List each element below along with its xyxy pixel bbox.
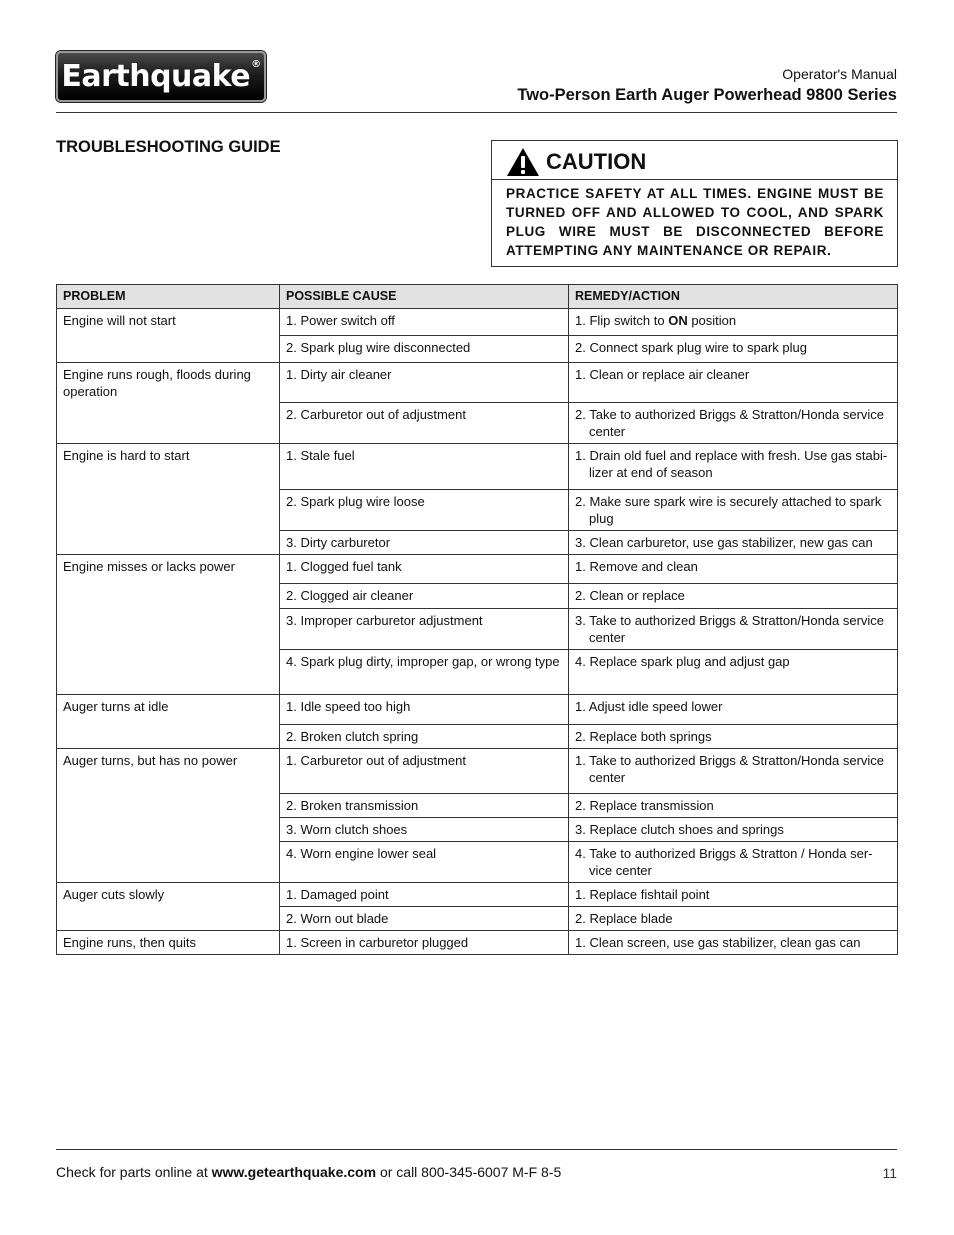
remedy-text [575,406,891,440]
footer-divider [56,1149,897,1150]
remedy-cell [569,650,898,695]
cause-cell [280,336,569,363]
remedy-text [575,366,891,383]
remedy-part: 4. Take to authorized Briggs & Stratton / Honda ser-vice center [575,846,873,878]
table-row [57,883,898,907]
cause-cell [280,555,569,584]
remedy-part: 2. Replace both springs [575,729,712,744]
cause-text: 1. Clogged fuel tank [286,559,402,574]
cause-text: 2. Carburetor out of adjustment [286,407,466,422]
troubleshooting-table [56,284,898,955]
cause-cell [280,650,569,695]
remedy-text [575,558,891,575]
remedy-part: 1. Flip switch to [575,313,669,328]
cause-text: 3. Dirty carburetor [286,535,391,550]
header-remedy-action: REMEDY/ACTION [569,285,898,309]
problem-cell: Auger turns at idle [57,695,280,749]
problem-cell: Auger turns, but has no power [57,749,280,883]
caution-text: PRACTICE SAFETY AT ALL TIMES. ENGINE MUST BE TURNED OFF AND ALLOWED TO COOL, AND SPARK PLUG WIRE MUST BE DISCONNECTED BEFORE ATTEMPTING ANY MAINTENANCE OR REPAIR. [506,186,884,258]
remedy-part: position [687,313,737,328]
cause-text: 2. Broken clutch spring [286,729,419,744]
table-row [57,931,898,955]
cause-cell [280,695,569,725]
remedy-text [575,910,891,927]
remedy-text [575,821,891,838]
cause-text: 1. Dirty air cleaner [286,367,392,382]
cause-cell [280,794,569,818]
remedy-cell [569,907,898,931]
remedy-cell [569,403,898,444]
problem-cell: Engine runs, then quits [57,931,280,955]
registered-mark: ® [251,59,261,70]
logo-text: Earthquake® [61,59,261,94]
remedy-part: 4. Replace spark plug and adjust gap [575,654,790,669]
cause-text: 1. Power switch off [286,313,395,328]
remedy-cell [569,584,898,609]
remedy-text [575,728,891,745]
cause-text: 4. Spark plug dirty, improper gap, or wrong type [286,654,560,669]
remedy-cell [569,794,898,818]
remedy-part: 2. Make sure spark wire is securely attached to spark plug [575,494,882,526]
website-link[interactable]: www.getearthquake.com [211,1164,377,1180]
cause-cell [280,842,569,883]
cause-text: 1. Screen in carburetor plugged [286,935,469,950]
cause-cell [280,725,569,749]
cause-text: 2. Clogged air cleaner [286,588,414,603]
remedy-text [575,612,891,646]
remedy-cell [569,609,898,650]
cause-text: 3. Worn clutch shoes [286,822,408,837]
remedy-text [575,934,891,951]
remedy-part: 1. Replace fishtail point [575,887,710,902]
remedy-text [575,339,891,356]
remedy-cell [569,363,898,403]
header-subtitle: Operator's Manual [782,66,897,82]
cause-cell [280,883,569,907]
cause-cell [280,490,569,531]
remedy-part: 1. Clean screen, use gas stabilizer, clean gas can [575,935,861,950]
cause-cell [280,818,569,842]
remedy-part: 1. Take to authorized Briggs & Stratton/Honda service center [575,753,885,785]
problem-cell: Auger cuts slowly [57,883,280,931]
remedy-cell [569,818,898,842]
cause-cell [280,403,569,444]
table-row [57,695,898,725]
cause-text: 2. Broken transmission [286,798,419,813]
table-header-row [57,285,898,309]
remedy-part: 2. Replace blade [575,911,673,926]
footer-text-pre: Check for parts online at [56,1164,212,1180]
remedy-cell [569,931,898,955]
cause-text: 1. Damaged point [286,887,389,902]
page-number: 11 [882,1165,897,1181]
footer-text-post: or call 800-345-6007 M-F 8-5 [376,1164,562,1180]
warning-triangle-icon [506,147,540,177]
remedy-text [575,534,891,551]
cause-cell [280,931,569,955]
table-row [57,309,898,336]
cause-text: 2. Spark plug wire loose [286,494,425,509]
remedy-cell [569,883,898,907]
header-title: Two-Person Earth Auger Powerhead 9800 Series [517,86,897,104]
remedy-text [575,845,891,879]
remedy-text [575,698,891,715]
header-divider [56,112,897,113]
remedy-part: 2. Replace transmission [575,798,714,813]
remedy-cell [569,444,898,490]
earthquake-logo [56,51,266,102]
table-row [57,444,898,490]
cause-cell [280,907,569,931]
cause-text: 2. Spark plug wire disconnected [286,340,471,355]
cause-text: 1. Carburetor out of adjustment [286,753,466,768]
remedy-cell [569,309,898,336]
remedy-cell [569,531,898,555]
table-row [57,749,898,794]
remedy-part: 2. Take to authorized Briggs & Stratton/Honda service center [575,407,885,439]
remedy-text [575,447,891,481]
cause-text: 3. Improper carburetor adjustment [286,613,483,628]
footer-text [56,1164,561,1180]
remedy-text [575,752,891,786]
remedy-part: 1. Drain old fuel and replace with fresh. Use gas stabi-lizer at end of season [575,448,888,480]
caution-divider [492,179,897,180]
remedy-part: 2. Clean or replace [575,588,685,603]
cause-cell [280,584,569,609]
cause-text: 2. Worn out blade [286,911,389,926]
remedy-text [575,493,891,527]
caution-header [506,147,646,177]
remedy-text [575,797,891,814]
remedy-part: 1. Remove and clean [575,559,698,574]
remedy-text [575,587,891,604]
remedy-part: 1. Adjust idle speed lower [575,699,723,714]
problem-cell: Engine will not start [57,309,280,363]
problem-cell: Engine misses or lacks power [57,555,280,695]
remedy-text [575,312,891,329]
remedy-cell [569,749,898,794]
cause-cell [280,749,569,794]
remedy-cell [569,695,898,725]
problem-cell: Engine is hard to start [57,444,280,555]
remedy-text [575,886,891,903]
table-row [57,555,898,584]
remedy-text [575,653,891,670]
cause-cell [280,444,569,490]
section-title: TROUBLESHOOTING GUIDE [56,138,281,156]
cause-cell [280,531,569,555]
table-row [57,363,898,403]
problem-cell: Engine runs rough, floods during operation [57,363,280,444]
remedy-cell [569,490,898,531]
remedy-cell [569,725,898,749]
caution-box [491,140,898,267]
remedy-cell [569,336,898,363]
remedy-cell [569,555,898,584]
cause-cell [280,609,569,650]
caution-title: CAUTION [546,149,647,174]
cause-text: 4. Worn engine lower seal [286,846,437,861]
remedy-cell [569,842,898,883]
header-problem: PROBLEM [57,285,280,309]
cause-cell [280,363,569,403]
cause-text: 1. Idle speed too high [286,699,411,714]
remedy-part: 1. Clean or replace air cleaner [575,367,750,382]
header-possible-cause: POSSIBLE CAUSE [280,285,569,309]
remedy-part: 3. Replace clutch shoes and springs [575,822,784,837]
remedy-emphasis: ON [668,313,688,328]
remedy-part: 3. Clean carburetor, use gas stabilizer, new gas can [575,535,873,550]
remedy-part: 2. Connect spark plug wire to spark plug [575,340,807,355]
cause-text: 1. Stale fuel [286,448,355,463]
remedy-part: 3. Take to authorized Briggs & Stratton/Honda service center [575,613,885,645]
cause-cell [280,309,569,336]
